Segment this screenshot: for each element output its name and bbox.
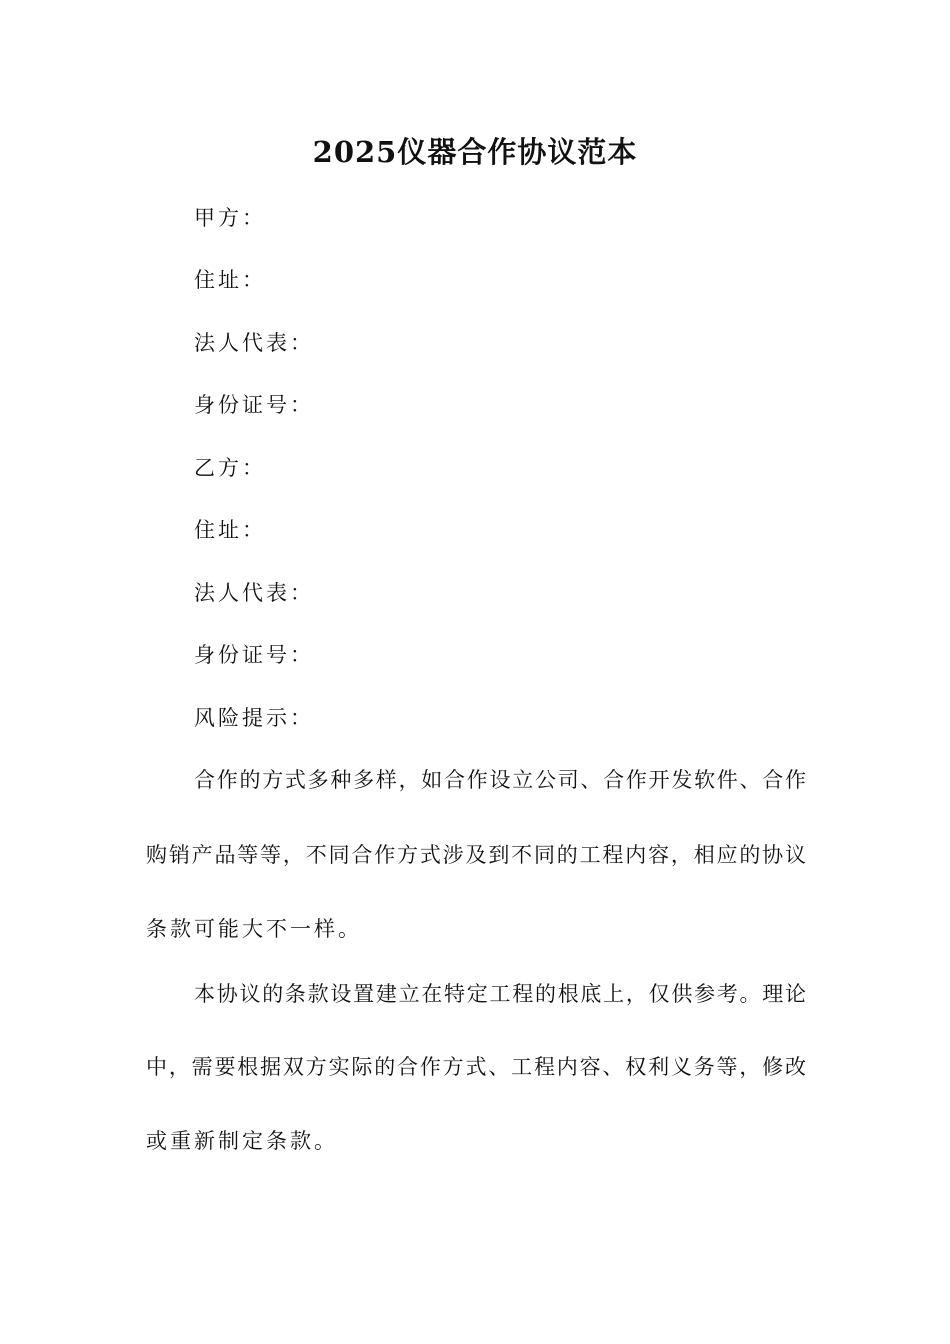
- paragraph-line: 或重新制定条款。: [146, 1129, 338, 1153]
- field-legal-rep-a: 法人代表：: [194, 331, 314, 355]
- field-party-a: 甲方：: [194, 206, 266, 230]
- field-legal-rep-b: 法人代表：: [194, 581, 314, 605]
- paragraph-line: 本协议的条款设置建立在特定工程的根底上，仅供参考。理论: [194, 982, 806, 1006]
- field-risk-notice: 风险提示：: [194, 706, 314, 730]
- paragraph-line: 合作的方式多种多样，如合作设立公司、合作开发软件、合作: [194, 768, 806, 792]
- field-party-b: 乙方：: [194, 456, 266, 480]
- field-id-number-b: 身份证号：: [194, 643, 314, 667]
- field-address-a: 住址：: [194, 268, 266, 292]
- field-address-b: 住址：: [194, 518, 266, 542]
- paragraph-line: 中，需要根据双方实际的合作方式、工程内容、权利义务等，修改: [146, 1055, 806, 1079]
- document-title: 2025仪器合作协议范本: [312, 135, 638, 169]
- paragraph-line: 条款可能大不一样。: [146, 917, 362, 941]
- field-id-number-a: 身份证号：: [194, 393, 314, 417]
- paragraph-line: 购销产品等等，不同合作方式涉及到不同的工程内容，相应的协议: [146, 843, 806, 867]
